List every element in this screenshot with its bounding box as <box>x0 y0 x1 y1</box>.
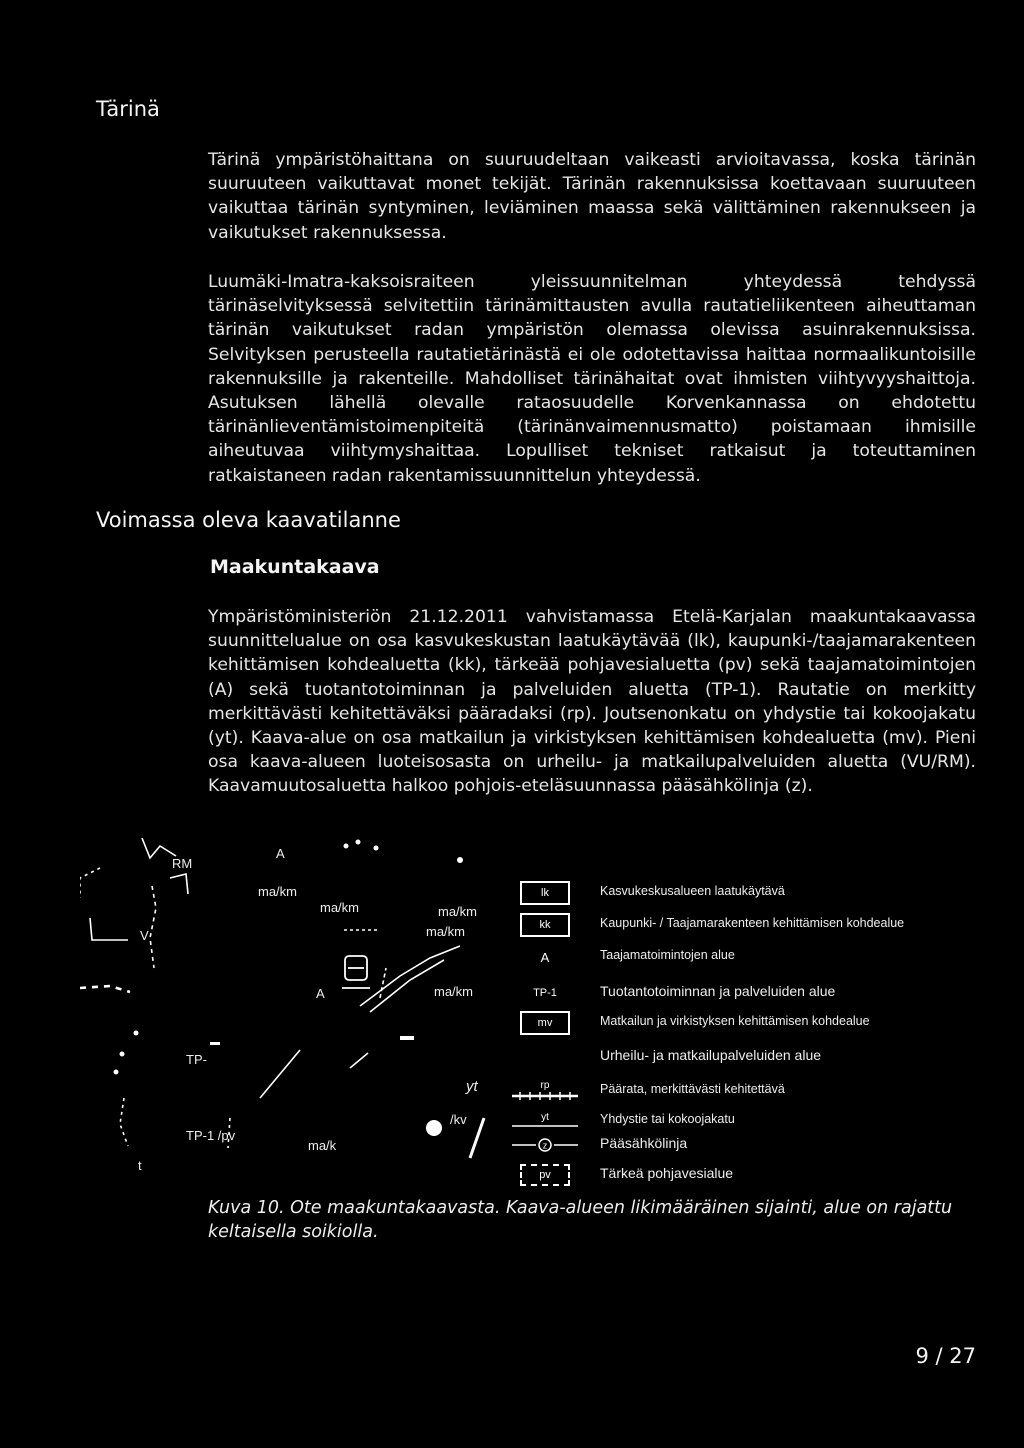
map-boundary-line <box>142 838 176 858</box>
map-line <box>260 1050 300 1098</box>
legend-row-mv <box>510 1010 980 1036</box>
legend-symbol-kk: kk <box>520 913 570 937</box>
subsection-title-regional-plan: Maakuntakaava <box>210 556 380 578</box>
map-label-tp: TP- <box>186 1052 207 1067</box>
map-dot <box>457 857 463 863</box>
map-dashed-boundary <box>80 868 100 898</box>
map-dot <box>120 1052 125 1057</box>
map-dot <box>134 1031 139 1036</box>
legend-row-lk <box>510 880 980 906</box>
legend-row-sports <box>510 1044 980 1070</box>
map-label-malkm: ma/km <box>258 884 297 899</box>
legend-symbol-lk: lk <box>520 881 570 905</box>
legend-text: Tuotantotoiminnan ja palveluiden alue <box>600 983 836 999</box>
legend-row-kk <box>510 912 980 938</box>
legend-row-z <box>510 1132 980 1158</box>
map-dashed-boundary <box>80 986 130 992</box>
legend-symbol-a: A <box>540 949 550 965</box>
map-label-yt: yt <box>466 1078 478 1095</box>
map-label-rm: RM <box>172 856 193 871</box>
map-label-kv: /kv <box>450 1112 467 1127</box>
map-dashed-line <box>380 968 386 998</box>
map-label-malkm: ma/km <box>426 924 465 939</box>
map-railway-line <box>370 960 444 1012</box>
map-label-a: A <box>316 986 325 1001</box>
legend-text: Tärkeä pohjavesialue <box>600 1165 734 1181</box>
power-line-icon <box>510 1136 580 1154</box>
map-line <box>350 1053 368 1068</box>
map-dot <box>114 1070 119 1075</box>
legend-row-yt <box>510 1108 980 1134</box>
legend-symbol-rp: rp <box>540 1080 550 1091</box>
map-service-symbol <box>426 1120 442 1136</box>
legend-row-rp <box>510 1078 980 1104</box>
map-label-malkm: ma/km <box>438 904 477 919</box>
map-dot <box>374 846 379 851</box>
legend-row-tp1 <box>510 980 980 1006</box>
figure-caption: Kuva 10. Ote maakuntakaavasta. Kaava-alueen likimääräinen sijainti, alue on rajattu keltaisella soikiolla. <box>208 1198 953 1242</box>
map-dashed-boundary <box>120 1098 128 1146</box>
map-label-malkm: ma/km <box>320 900 359 915</box>
map-dash-mark <box>400 1036 414 1040</box>
legend-symbol-pv: pv <box>520 1164 570 1186</box>
section-title-zoning: Voimassa oleva kaavatilanne <box>96 508 401 532</box>
paragraph-regional-plan: Ympäristöministeriön 21.12.2011 vahvistamassa Etelä-Karjalan maakuntakaavassa suunnittelualue on osa kasvukeskustan laatukäytävää (lk), kaupunki-/taajamarakenteen kehittämisen kohdealuetta (kk), tärkeää pohjavesialuetta (pv) sekä taajamatoimintojen (A) sekä tuotantotoiminnan ja palveluiden aluetta (TP-1). Rautatie on merkitty merkittävästi kehitettäväksi pääradaksi (rp). Joutsenonkatu on yhdystie tai kokoojakatu (yt). Kaava-alue on osa matkailun ja virkistyksen kehittämisen kohdealuetta (mv). Pieni osa kaava-alueen luoteisosasta on urheilu- ja matkailupalveluiden aluetta (VU/RM). Kaavamuutosaluetta halkoo pohjois-eteläsuunnassa pääsähkölinja (z). <box>208 607 976 797</box>
legend-text: Yhdystie tai kokoojakatu <box>600 1112 735 1126</box>
map-dot <box>356 840 361 845</box>
legend-symbol-mv: mv <box>520 1011 570 1035</box>
map-label-a: A <box>276 846 285 861</box>
map-dash-mark <box>210 1042 220 1045</box>
map-drawing <box>80 828 500 1188</box>
regional-plan-map-excerpt <box>80 828 980 1188</box>
paragraph-vibration-1: Tärinä ympäristöhaittana on suuruudeltaan vaikeasti arvioitavassa, koska tärinän suuruuteen vaikuttavat monet tekijät. Tärinän rakennuksissa koettavaan suuruuteen vaikuttaa tärinän syntyminen, leviäminen maassa sekä välittäminen rakennukseen ja vaikutukset rakennuksessa. <box>208 150 976 243</box>
map-power-line <box>470 1118 484 1158</box>
map-label-malk: ma/k <box>308 1138 337 1153</box>
legend-symbol-tp1: TP-1 <box>533 987 557 999</box>
map-boundary-line <box>90 918 128 940</box>
map-dashed-boundary <box>150 886 156 968</box>
road-line-icon <box>510 1123 580 1129</box>
map-label-tp1-pv: TP-1 /pv <box>186 1128 236 1143</box>
legend-text: Urheilu- ja matkailupalveluiden alue <box>600 1047 822 1063</box>
legend-text: Kaupunki- / Taajamarakenteen kehittämisen kohdealue <box>600 916 905 930</box>
legend-text: Matkailun ja virkistyksen kehittämisen kohdealue <box>600 1014 870 1028</box>
legend-text: Päärata, merkittävästi kehitettävä <box>600 1082 785 1096</box>
legend-text: Taajamatoimintojen alue <box>600 948 735 962</box>
train-icon <box>342 956 370 988</box>
map-label-v: V <box>140 928 149 943</box>
map-boundary-line <box>170 874 188 894</box>
legend-row-a <box>510 944 980 970</box>
railway-line-icon <box>510 1091 580 1101</box>
legend-text: Pääsähkölinja <box>600 1135 688 1151</box>
legend-symbol-yt: yt <box>541 1112 549 1123</box>
section-title-vibration: Tärinä <box>96 97 160 121</box>
page-number: 9 / 27 <box>915 1344 976 1368</box>
map-label-t: t <box>138 1158 142 1173</box>
paragraph-vibration-2: Luumäki-Imatra-kaksoisraiteen yleissuunnitelman yhteydessä tehdyssä tärinäselvityksessä selvitettiin tärinämittausten avulla rautatieliikenteen aiheuttaman tärinän vaikutukset radan ympäristön olemassa olevissa asuinrakennuksissa. Selvityksen perusteella rautatietärinästä ei ole odotettavissa haittaa normaalikuntoisille rakennuksille ja rakenteille. Mahdolliset tärinähaitat ovat ihmisten viihtyvyyshaittoja. Asutuksen lähellä olevalle rataosuudelle Korvenkannassa on ehdotettu tärinänlieventämistoimenpiteitä (tärinänvaimennusmatto) poistamaan ihmisille aiheutuvaa viihtymyshaittaa. Lopulliset tekniset ratkaisut ja toteuttaminen ratkaistaneen radan rakentamissuunnittelun yhteydessä. <box>208 272 976 486</box>
legend-symbol-z: z <box>542 1140 548 1151</box>
legend-row-pv <box>510 1162 980 1188</box>
map-label-malkm: ma/km <box>434 984 473 999</box>
map-dot <box>344 844 349 849</box>
legend-text: Kasvukeskusalueen laatukäytävä <box>600 884 785 898</box>
